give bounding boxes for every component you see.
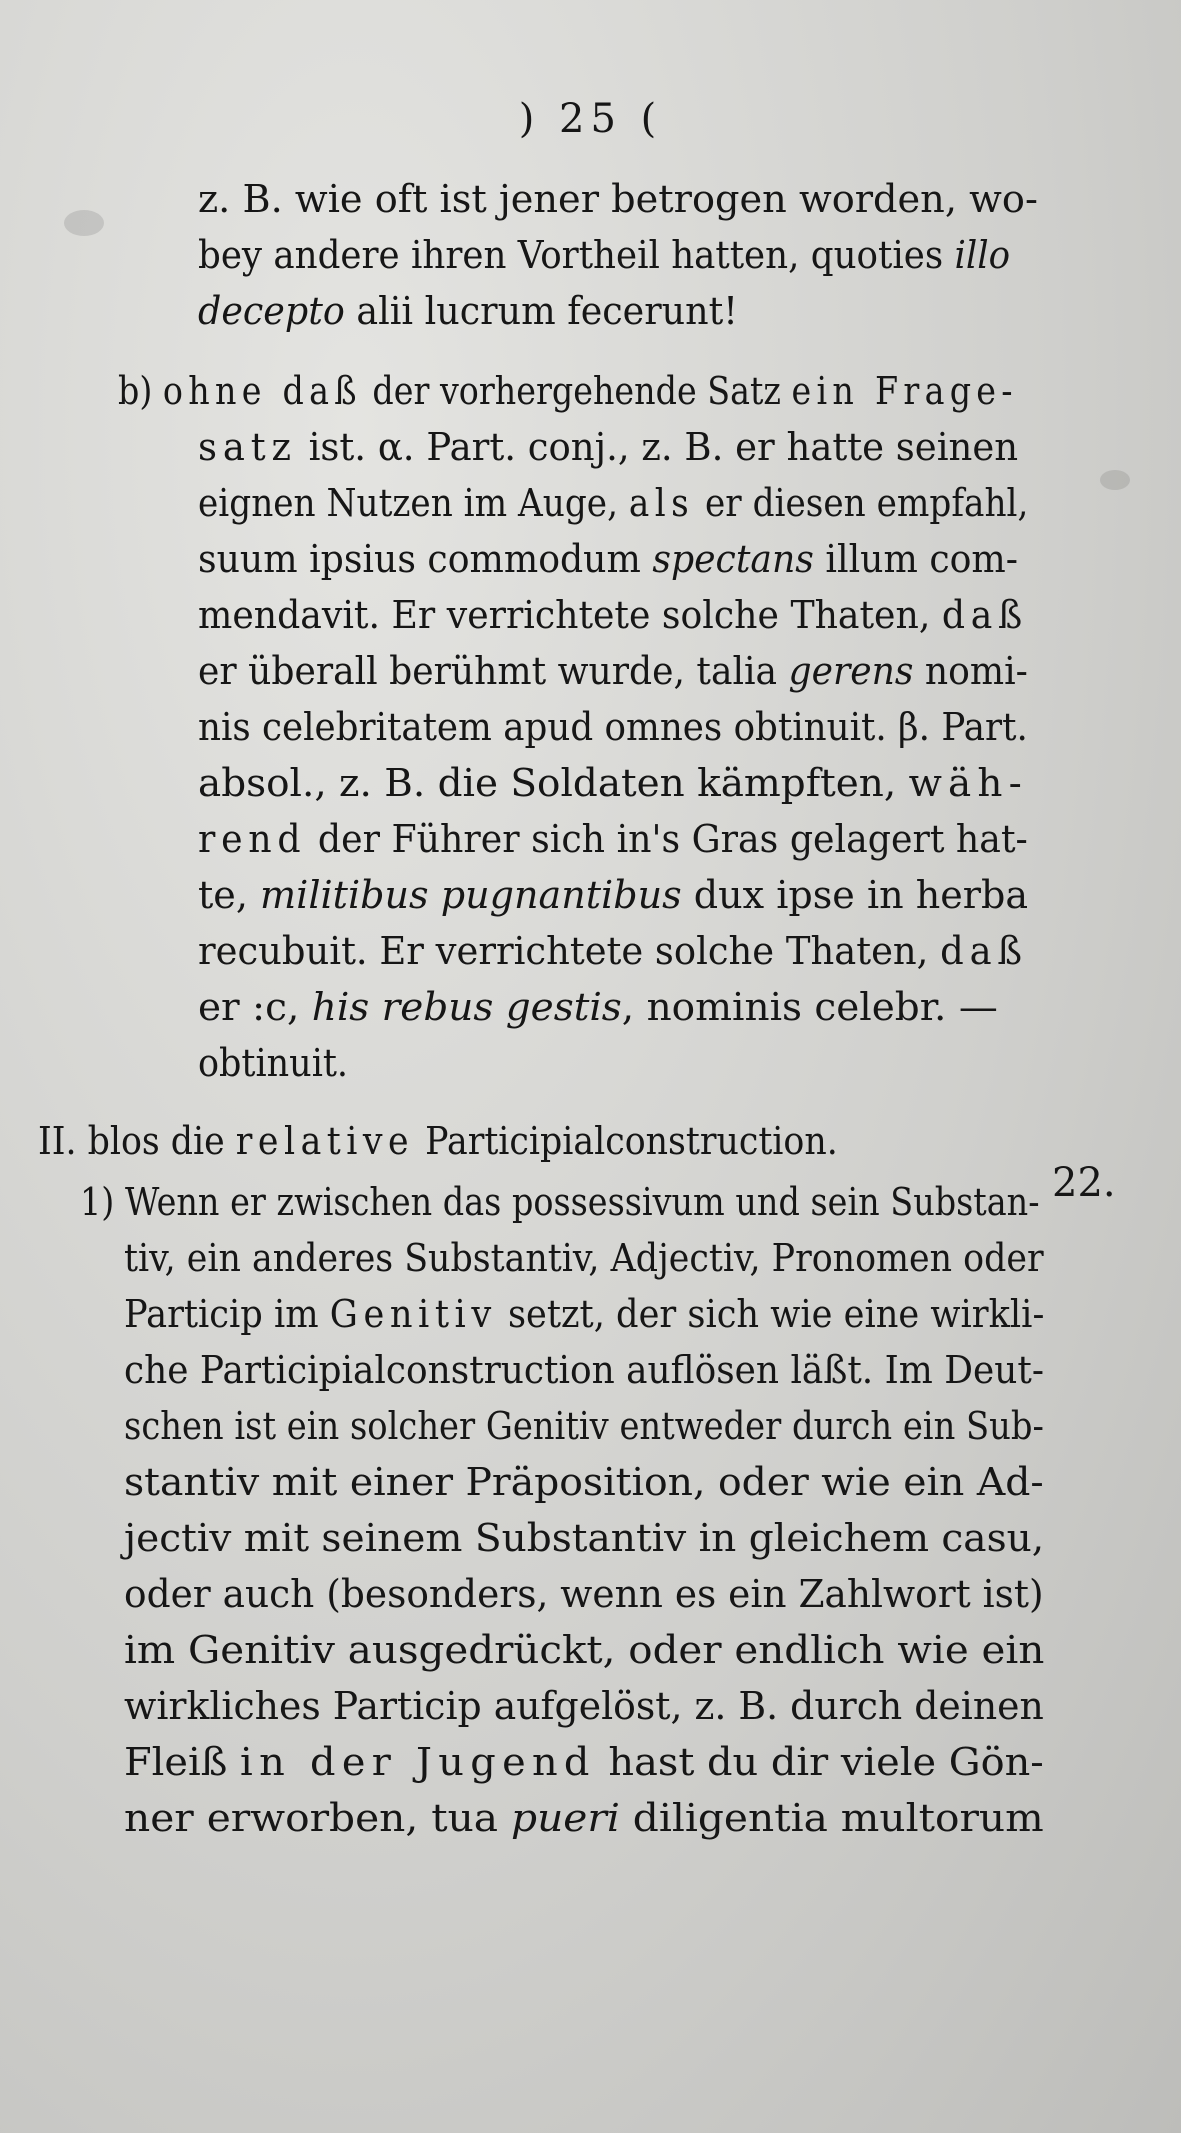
italic-text: spectans — [652, 537, 814, 581]
text-span: absol., z. B. die Soldaten kämpften, — [198, 761, 909, 805]
text-line — [124, 1516, 1045, 1560]
paper-smudge — [64, 210, 104, 236]
italic-text: his rebus gestis — [311, 985, 622, 1029]
text-span: jectiv mit seinem Substantiv in gleichem casu, — [124, 1516, 1045, 1560]
text-span: schen ist ein solcher Genitiv entweder durch ein Sub- — [124, 1404, 1044, 1448]
text-line — [198, 929, 1028, 973]
text-span: er diesen empfahl, — [694, 481, 1029, 525]
text-span: alii lucrum fecerunt! — [344, 289, 738, 333]
text-line — [124, 1572, 1044, 1616]
spaced-text: daß — [940, 929, 1028, 973]
text-span: II. blos die — [38, 1119, 236, 1163]
text-span: setzt, der sich wie eine wirkli- — [496, 1292, 1045, 1336]
spaced-text: als — [628, 481, 695, 525]
text-span: der Führer sich in's Gras gelagert hat- — [306, 817, 1028, 861]
text-line — [124, 1684, 1044, 1728]
text-span: b) — [118, 369, 163, 413]
text-span: recubuit. Er verrichtete solche Thaten, — [198, 929, 941, 973]
italic-text: illo — [954, 233, 1011, 277]
text-span: che Participialconstruction auflösen läßt. Im Deut- — [124, 1348, 1044, 1392]
text-line — [198, 425, 1019, 469]
text-line — [198, 985, 998, 1029]
text-line — [118, 369, 1018, 413]
text-line — [124, 1292, 1045, 1336]
spaced-text: Genitiv — [329, 1292, 497, 1336]
text-span: suum ipsius commodum — [198, 537, 653, 581]
spaced-text: rend — [198, 817, 307, 861]
text-line — [124, 1236, 1044, 1280]
paper-smudge — [1100, 470, 1130, 490]
text-line — [198, 289, 738, 333]
text-line — [124, 1740, 1044, 1784]
spaced-text: ohne daß — [162, 369, 362, 413]
italic-text: militibus pugnantibus — [260, 873, 682, 917]
text-line — [124, 1628, 1045, 1672]
text-span: diligentia multorum — [619, 1796, 1044, 1840]
text-span: Fleiß — [124, 1740, 241, 1784]
text-line — [124, 1348, 1044, 1392]
text-span: hast du dir viele Gön- — [595, 1740, 1044, 1784]
text-span: , nominis celebr. — — [621, 985, 998, 1029]
text-span: nomi- — [913, 649, 1028, 693]
text-span: 1) Wenn er zwischen das possessivum und sein Substan- — [80, 1180, 1040, 1224]
text-span: stantiv mit einer Präposition, oder wie ein Ad- — [124, 1460, 1044, 1504]
page-number: ) 25 ( — [518, 96, 663, 142]
text-span: er überall berühmt wurde, talia — [198, 649, 789, 693]
text-span: ner erworben, tua — [124, 1796, 512, 1840]
text-span: dux ipse in herba — [681, 873, 1029, 917]
spaced-text: in der Jugend — [240, 1740, 596, 1784]
text-span: bey andere ihren Vortheil hatten, quoties — [198, 233, 955, 277]
spaced-text: wäh- — [908, 761, 1028, 805]
text-line — [124, 1796, 1044, 1840]
italic-text: decepto — [198, 289, 345, 333]
text-line — [198, 1041, 349, 1085]
text-span: nis celebritatem apud omnes obtinuit. β. Part. — [198, 705, 1028, 749]
text-line — [198, 177, 1038, 221]
spaced-text: ein Frage- — [791, 369, 1018, 413]
text-line — [198, 761, 1028, 805]
text-line — [198, 649, 1028, 693]
text-span: Participialconstruction. — [414, 1119, 838, 1163]
text-span: im Genitiv ausgedrückt, oder endlich wie ein — [124, 1628, 1045, 1672]
italic-text: gerens — [788, 649, 914, 693]
text-line — [198, 233, 1011, 277]
text-span: obtinuit. — [198, 1041, 349, 1085]
text-line — [124, 1404, 1044, 1448]
text-line — [124, 1460, 1044, 1504]
text-span: Particip im — [124, 1292, 330, 1336]
text-span: tiv, ein anderes Substantiv, Adjectiv, Pronomen oder — [124, 1236, 1044, 1280]
text-span: mendavit. Er verrichtete solche Thaten, — [198, 593, 942, 637]
spaced-text: satz — [198, 425, 297, 469]
margin-note: 22. — [1052, 1160, 1116, 1206]
text-span: wirkliches Particip aufgelöst, z. B. durch deinen — [124, 1684, 1044, 1728]
text-span: illum com- — [813, 537, 1018, 581]
text-span: z. B. wie oft ist jener betrogen worden, wo- — [198, 177, 1038, 221]
text-line — [198, 481, 1029, 525]
text-span: ist. α. Part. conj., z. B. er hatte seinen — [296, 425, 1019, 469]
text-span: er :c, — [198, 985, 312, 1029]
text-span: der vorhergehende Satz — [361, 369, 792, 413]
spaced-text: daß — [941, 593, 1028, 637]
italic-text: pueri — [511, 1796, 620, 1840]
text-line — [198, 705, 1028, 749]
text-line — [198, 593, 1028, 637]
text-span: te, — [198, 873, 261, 917]
text-line — [198, 873, 1029, 917]
text-span: oder auch (besonders, wenn es ein Zahlwort ist) — [124, 1572, 1044, 1616]
text-line — [198, 537, 1018, 581]
spaced-text: relative — [235, 1119, 415, 1163]
text-span: eignen Nutzen im Auge, — [198, 481, 629, 525]
text-line — [38, 1119, 838, 1163]
text-line — [80, 1180, 1040, 1224]
text-line — [198, 817, 1028, 861]
